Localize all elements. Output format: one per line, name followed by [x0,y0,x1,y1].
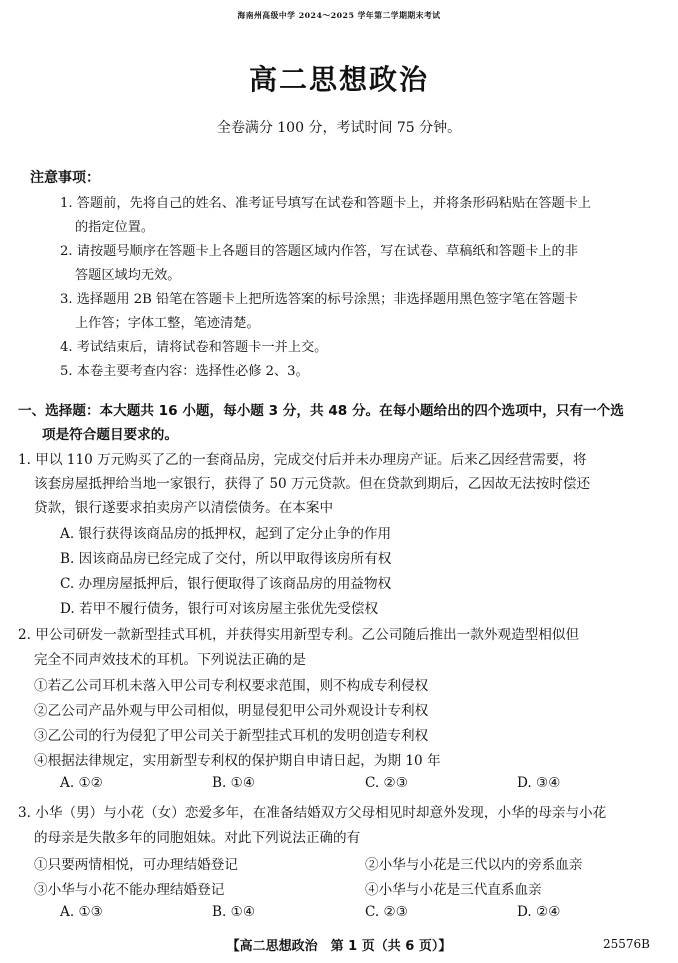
question-2-choice-a: A. ①② [60,775,103,791]
paper-code: 25576B [603,937,650,951]
question-3-choice-b: B. ①④ [212,904,256,920]
question-3-choice-d: D. ②④ [517,904,561,920]
question-2-item: ①若乙公司耳机未落入甲公司专利权要求范围，则不构成专利侵权 [34,678,429,694]
notice-line: 2. 请按题号顺序在答题卡上各题目的答题区域内作答，写在试卷、草稿纸和答题卡上的非 [60,244,578,259]
question-2-stem: 2. 甲公司研发一款新型挂式耳机，并获得实用新型专利。乙公司随后推出一款外观造型相似但 [18,627,580,643]
notice-line: 5. 本卷主要考查内容：选择性必修 2、3。 [60,364,309,379]
question-1-stem: 该套房屋抵押给当地一家银行，获得了 50 万元贷款。但在贷款到期后，乙因故无法按时偿还 [34,476,591,492]
notice-line: 的指定位置。 [75,220,155,235]
notice-line: 1. 答题前，先将自己的姓名、准考证号填写在试卷和答题卡上，并将条形码粘贴在答题卡上 [60,196,592,211]
notice-line: 3. 选择题用 2B 铅笔在答题卡上把所选答案的标号涂黑；非选择题用黑色签字笔在答题卡 [60,292,578,307]
question-1-stem: 贷款，银行遂要求拍卖房产以清偿债务。在本案中 [34,500,334,516]
notice-line: 答题区域均无效。 [75,268,181,283]
question-2-item: ④根据法律规定，实用新型专利权的保护期自申请日起，为期 10 年 [34,753,441,769]
question-2-item: ③乙公司的行为侵犯了甲公司关于新型挂式耳机的发明创造专利权 [34,728,429,744]
question-3-choice-a: A. ①③ [60,904,103,920]
page-footer: 【高二思想政治 第 1 页（共 6 页）】 [226,939,452,954]
question-3-item: ④小华与小花是三代直系血亲 [365,882,542,898]
question-3-item: ②小华与小花是三代以内的旁系血亲 [365,857,583,873]
question-1-option-a: A. 银行获得该商品房的抵押权，起到了定分止争的作用 [60,526,392,542]
question-2-stem: 完全不同声效技术的耳机。下列说法正确的是 [34,652,306,668]
question-3-item: ③小华与小花不能办理结婚登记 [34,882,225,898]
subject-title: 高二思想政治 [248,63,429,96]
question-2-choice-c: C. ②③ [365,775,408,791]
question-2-item: ②乙公司产品外观与甲公司相似，明显侵犯甲公司外观设计专利权 [34,703,429,719]
question-1-stem: 1. 甲以 110 万元购买了乙的一套商品房，完成交付后并未办理房产证。后来乙因经营需要，将 [18,452,587,468]
section-heading-cont: 项是符合题目要求的。 [42,427,178,443]
question-1-option-c: C. 办理房屋抵押后，银行便取得了该商品房的用益物权 [60,576,392,592]
notice-heading: 注意事项： [30,170,100,186]
question-3-item: ①只要两情相悦，可办理结婚登记 [34,857,238,873]
score-time-info: 全卷满分 100 分，考试时间 75 分钟。 [216,120,462,136]
question-2-choice-d: D. ③④ [517,775,561,791]
section-heading: 一、选择题：本大题共 16 小题，每小题 3 分，共 48 分。在每小题给出的四个选项中，只有一个选 [18,403,624,419]
question-3-choice-c: C. ②③ [365,904,408,920]
question-1-option-d: D. 若甲不履行债务，银行可对该房屋主张优先受偿权 [60,601,379,617]
question-3-stem: 的母亲是失散多年的同胞姐妹。对此下列说法正确的有 [34,830,361,846]
question-1-option-b: B. 因该商品房已经完成了交付，所以甲取得该房所有权 [60,551,392,567]
question-3-stem: 3. 小华（男）与小花（女）恋爱多年，在准备结婚双方父母相见时却意外发现，小华的母亲与小花 [18,805,607,821]
notice-line: 4. 考试结束后，请将试卷和答题卡一并上交。 [60,340,328,355]
school-exam-title: 海南州高级中学 2024～2025 学年第二学期期末考试 [237,11,441,20]
question-2-choice-b: B. ①④ [212,775,256,791]
notice-line: 上作答；字体工整，笔迹清楚。 [75,316,260,331]
